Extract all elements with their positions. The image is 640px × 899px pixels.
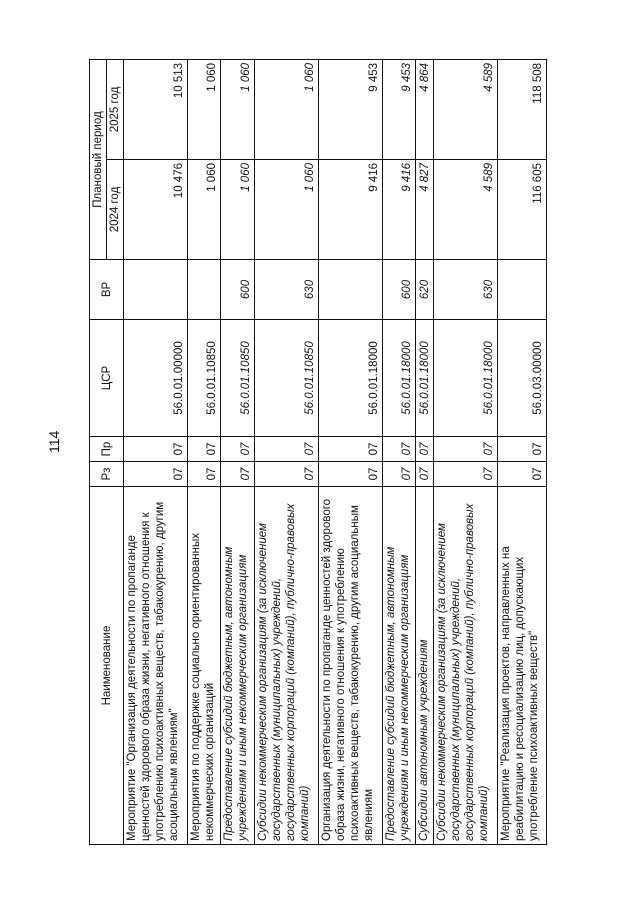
row-csr: 56.0.01.18000 — [434, 320, 498, 437]
row-2024: 1 060 — [254, 160, 318, 260]
row-2025: 10 513 — [124, 59, 188, 159]
row-pr: 07 — [124, 437, 188, 462]
row-2025: 9 453 — [382, 59, 416, 159]
row-rz: 07 — [382, 462, 416, 487]
row-name: Организация деятельности по пропаганде ценностей здорового образа жизни, негативного отношения к употреблению психоактивных веществ, табакокурению, другим асоциальным явлениям — [318, 487, 382, 845]
header-pr: Пр — [90, 437, 124, 462]
row-name: Субсидии некоммерческим организациям (за исключением государственных (муниципальных) учреждений, государственных корпораций (компаний), публично-правовых компаний) — [434, 487, 498, 845]
row-rz: 07 — [187, 462, 221, 487]
row-2025: 1 060 — [187, 59, 221, 159]
table-row — [254, 59, 318, 844]
row-name: Мероприятие "Реализация проектов, направленных на реабилитацию и ресоциализацию лиц, допускающих употребление психоактивных веществ" — [498, 487, 547, 845]
table-row — [382, 59, 416, 844]
table-row — [187, 59, 221, 844]
row-2025: 118 508 — [498, 59, 547, 159]
row-csr: 56.0.01.18000 — [382, 320, 416, 437]
row-2025: 1 060 — [254, 59, 318, 159]
row-pr: 07 — [382, 437, 416, 462]
row-vr — [187, 260, 221, 320]
row-name: Субсидии некоммерческим организациям (за исключением государственных (муниципальных) учреждений, государственных корпораций (компаний), публично-правовых компаний) — [254, 487, 318, 845]
row-rz: 07 — [318, 462, 382, 487]
row-2025: 9 453 — [318, 59, 382, 159]
row-name: Предоставление субсидий бюджетным, автономным учреждениям и иным некоммерческим организациям — [221, 487, 255, 845]
row-csr: 56.0.01.10850 — [254, 320, 318, 437]
row-rz: 07 — [221, 462, 255, 487]
rotated-table-container — [89, 60, 547, 845]
row-rz: 07 — [434, 462, 498, 487]
header-year-2025: 2025 год — [107, 59, 124, 159]
row-name: Мероприятие "Организация деятельности по пропаганде ценностей здорового образа жизни, негативного отношения к употреблению психоактивных веществ, табакокурению, другим асоциальным явлениям" — [124, 487, 188, 845]
header-year-2024: 2024 год — [107, 160, 124, 260]
row-2024: 4 589 — [434, 160, 498, 260]
row-2024: 10 476 — [124, 160, 188, 260]
row-2024: 9 416 — [382, 160, 416, 260]
row-vr: 600 — [221, 260, 255, 320]
row-vr: 630 — [254, 260, 318, 320]
table-row — [498, 59, 547, 844]
header-rz: Рз — [90, 462, 124, 487]
header-csr: ЦСР — [90, 320, 124, 437]
row-pr: 07 — [434, 437, 498, 462]
budget-table — [89, 59, 547, 845]
row-2024: 4 827 — [416, 160, 434, 260]
row-2024: 116 605 — [498, 160, 547, 260]
row-pr: 07 — [318, 437, 382, 462]
row-vr: 600 — [382, 260, 416, 320]
row-2025: 4 589 — [434, 59, 498, 159]
row-2025: 4 864 — [416, 59, 434, 159]
row-csr: 56.0.01.18000 — [416, 320, 434, 437]
table-row — [124, 59, 188, 844]
row-2024: 9 416 — [318, 160, 382, 260]
row-rz: 07 — [124, 462, 188, 487]
row-2024: 1 060 — [221, 160, 255, 260]
row-csr: 56.0.01.18000 — [318, 320, 382, 437]
row-2024: 1 060 — [187, 160, 221, 260]
row-name: Мероприятия по поддержке социально ориентированных некоммерческих организаций — [187, 487, 221, 845]
table-row — [221, 59, 255, 844]
row-csr: 56.0.03.00000 — [498, 320, 547, 437]
row-csr: 56.0.01.00000 — [124, 320, 188, 437]
page-number: 114 — [46, 430, 62, 453]
row-vr — [318, 260, 382, 320]
row-rz: 07 — [498, 462, 547, 487]
row-rz: 07 — [254, 462, 318, 487]
table-row — [318, 59, 382, 844]
row-pr: 07 — [187, 437, 221, 462]
row-pr: 07 — [498, 437, 547, 462]
header-planned-period: Плановый период — [90, 59, 107, 259]
row-csr: 56.0.01.10850 — [221, 320, 255, 437]
row-vr — [498, 260, 547, 320]
row-name: Предоставление субсидий бюджетным, автономным учреждениям и иным некоммерческим организациям — [382, 487, 416, 845]
row-csr: 56.0.01.10850 — [187, 320, 221, 437]
row-2025: 1 060 — [221, 59, 255, 159]
table-row — [416, 59, 434, 844]
row-pr: 07 — [416, 437, 434, 462]
row-pr: 07 — [221, 437, 255, 462]
header-name: Наименование — [90, 487, 124, 845]
row-pr: 07 — [254, 437, 318, 462]
header-vr: ВР — [90, 260, 124, 320]
row-vr — [124, 260, 188, 320]
table-body — [124, 59, 547, 844]
row-name: Субсидии автономным учреждениям — [416, 487, 434, 845]
row-vr: 620 — [416, 260, 434, 320]
row-rz: 07 — [416, 462, 434, 487]
table-row — [434, 59, 498, 844]
row-vr: 630 — [434, 260, 498, 320]
